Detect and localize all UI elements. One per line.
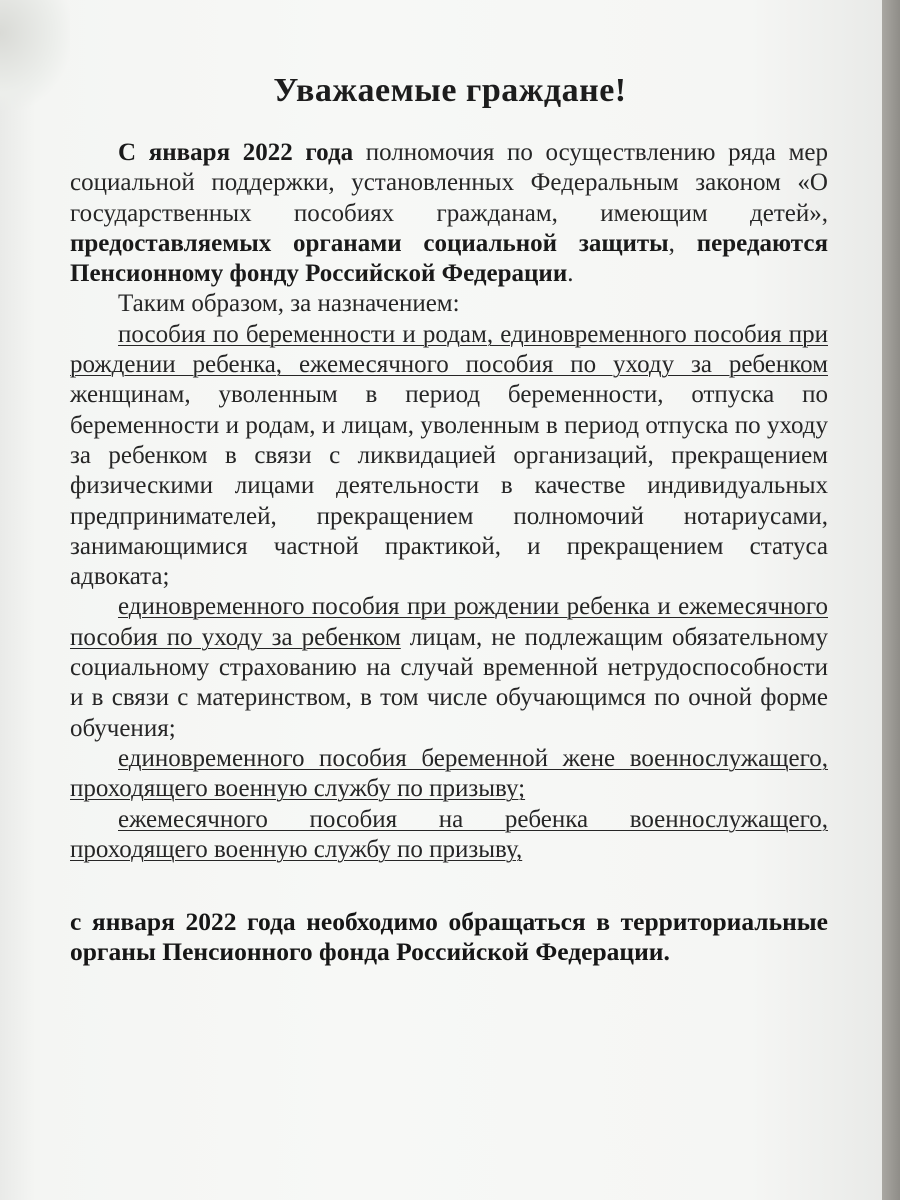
intro-text: полномочия по осуществлению ряда мер социальной поддержки, установленных Федеральным законом «О государственных пособиях гражданам, имеющим детей», bbox=[70, 139, 828, 227]
item-3-benefits: единовременного пособия беременной жене военнослужащего, проходящего военную службу по призыву; bbox=[70, 744, 828, 803]
intro-period: . bbox=[567, 260, 574, 288]
item-2-paragraph bbox=[70, 592, 828, 743]
item-2-benefits: единовременного пособия при рождении ребенка и ежемесячного пособия по уходу за ребенком bbox=[70, 593, 828, 651]
item-1-recipients: женщинам, уволенным в период беременности, отпуска по беременности и родам, и лицам, уволенным в период отпуска по уходу за ребенком в связи с ликвидацией организаций, прекращением физическими лицами деятельности в качестве индивидуальных предпринимателей, прекращением полномочий нотариусами, занимающимися частной практикой, и прекращением статуса адвоката; bbox=[70, 381, 828, 591]
document-title: Уважаемые граждане! bbox=[273, 72, 627, 109]
document-body bbox=[70, 138, 828, 968]
intro-transfer: передаются Пенсионному фонду Российской Федерации bbox=[70, 229, 828, 288]
item-1-benefits: пособия по беременности и родам, единовременного пособия при рождении ребенка, ежемесячного пособия по уходу за ребенком bbox=[70, 320, 828, 379]
item-4-benefits: ежемесячного пособия на ребенка военнослужащего, проходящего военную службу по призыву, bbox=[70, 805, 828, 863]
intro-paragraph bbox=[70, 138, 828, 289]
item-4-paragraph bbox=[70, 805, 828, 866]
conclusion-paragraph: с января 2022 года необходимо обращаться в территориальные органы Пенсионного фонда Российской Федерации. bbox=[70, 907, 828, 967]
intro-bodies: предоставляемых органами социальной защиты bbox=[70, 229, 669, 257]
background-edge bbox=[882, 0, 900, 1200]
item-1-paragraph bbox=[70, 320, 828, 593]
item-3-paragraph bbox=[70, 744, 828, 805]
intro-comma: , bbox=[668, 229, 697, 257]
intro-date: С января 2022 года bbox=[118, 139, 354, 166]
item-2-recipients: лицам, не подлежащим обязательному социальному страхованию на случай временной нетрудоспособности и в связи с материнством, в том числе обучающимся по очной форме обучения; bbox=[70, 623, 828, 742]
lead-in-paragraph: Таким образом, за назначением: bbox=[118, 290, 460, 318]
